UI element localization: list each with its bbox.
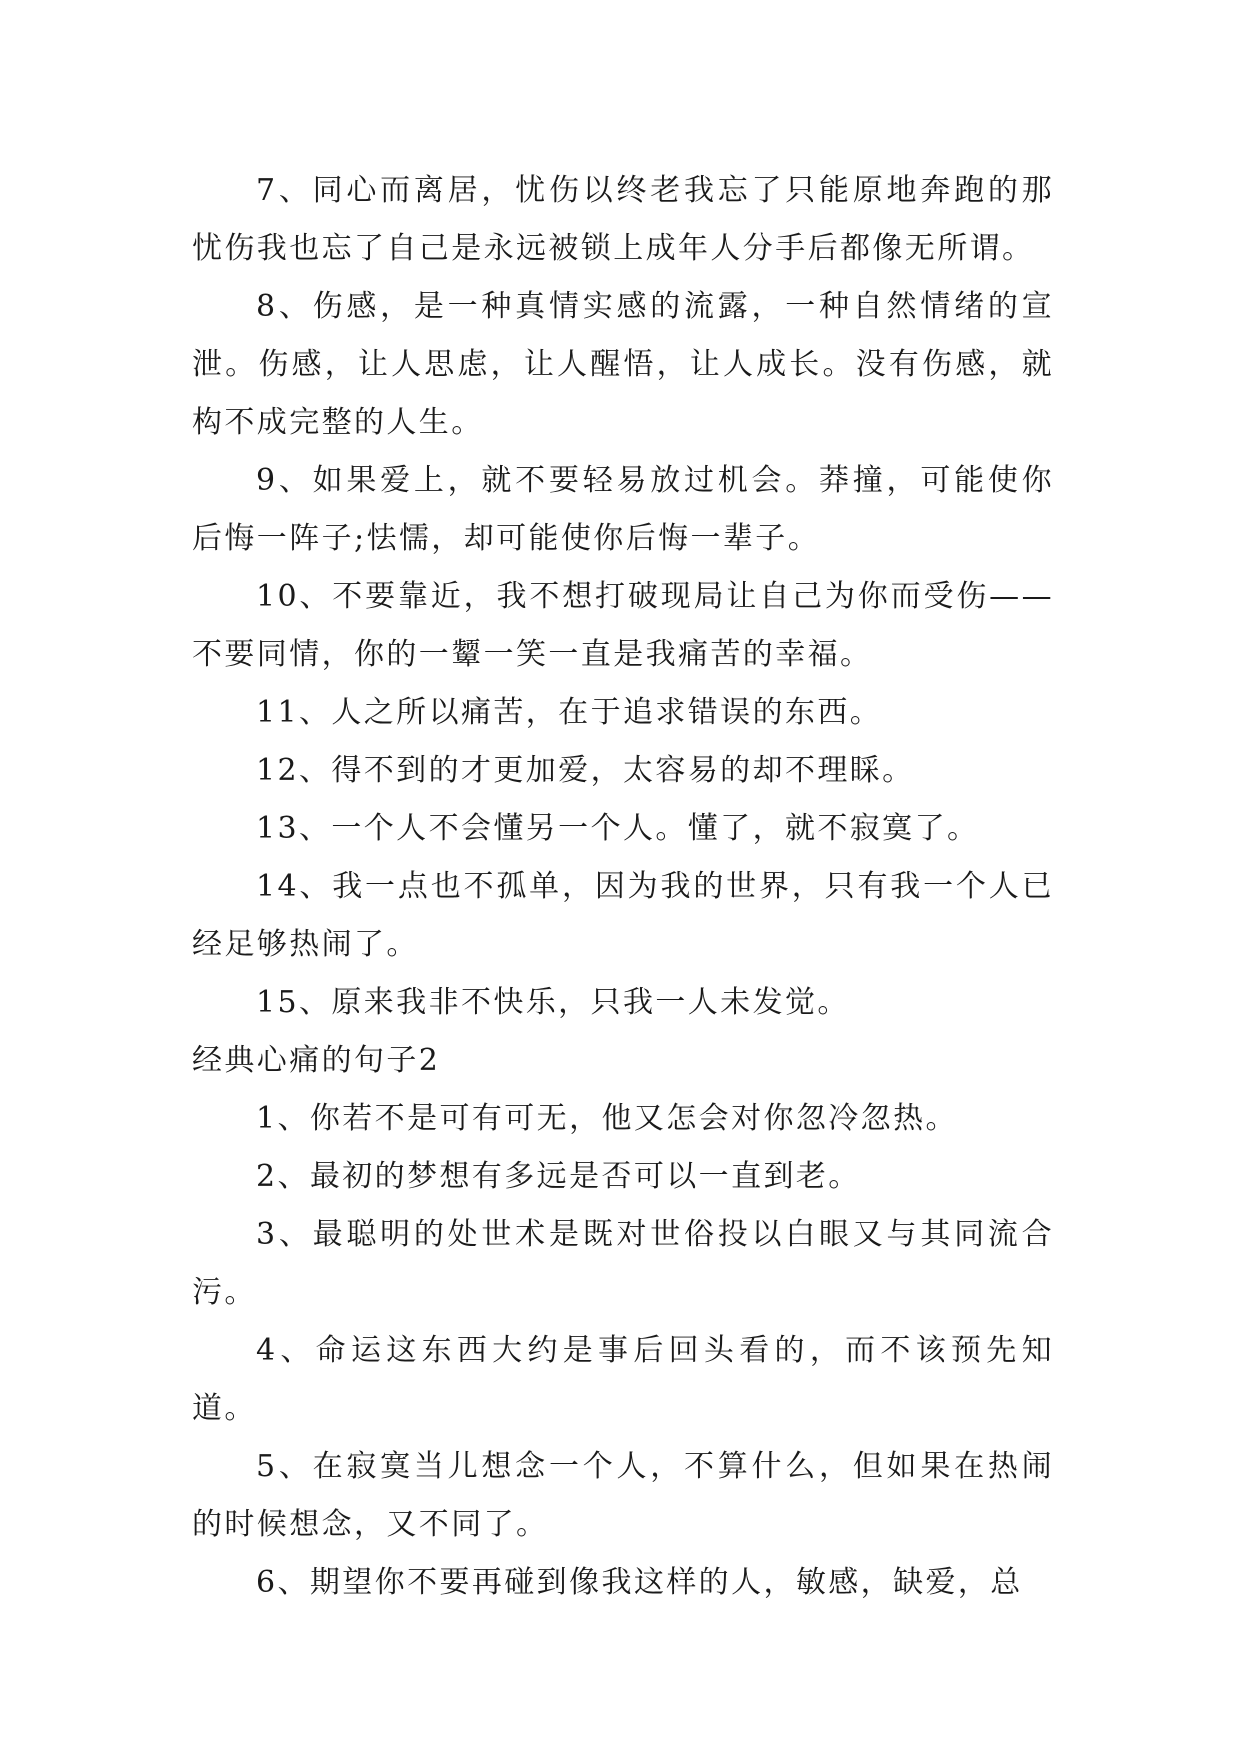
document-body <box>192 162 1054 1612</box>
section-paragraph-5: 5、在寂寞当儿想念一个人，不算什么，但如果在热闹的时候想念，又不同了。 <box>192 1449 1054 1542</box>
section-paragraph-1: 1、你若不是可有可无，他又怎会对你忽冷忽热。 <box>256 1101 958 1136</box>
paragraph-12: 12、得不到的才更加爱，太容易的却不理睬。 <box>256 753 915 788</box>
section-paragraph-6: 6、期望你不要再碰到像我这样的人，敏感，缺爱，总 <box>256 1565 1023 1600</box>
paragraph-11: 11、人之所以痛苦，在于追求错误的东西。 <box>256 695 883 730</box>
section-heading: 经典心痛的句子2 <box>192 1043 441 1078</box>
paragraph-10: 10、不要靠近，我不想打破现局让自己为你而受伤——不要同情，你的一颦一笑一直是我痛苦的幸福。 <box>192 579 1054 672</box>
paragraph-7: 7、同心而离居，忧伤以终老我忘了只能原地奔跑的那忧伤我也忘了自己是永远被锁上成年人分手后都像无所谓。 <box>192 173 1054 266</box>
section-paragraph-4: 4、命运这东西大约是事后回头看的，而不该预先知道。 <box>192 1333 1054 1426</box>
section-paragraph-2: 2、最初的梦想有多远是否可以一直到老。 <box>256 1159 861 1194</box>
paragraph-15: 15、原来我非不快乐，只我一人未发觉。 <box>256 985 850 1020</box>
paragraph-14: 14、我一点也不孤单，因为我的世界，只有我一个人已经足够热闹了。 <box>192 869 1054 962</box>
paragraph-9: 9、如果爱上，就不要轻易放过机会。莽撞，可能使你后悔一阵子;怯懦，却可能使你后悔一辈子。 <box>192 463 1054 556</box>
paragraph-8: 8、伤感，是一种真情实感的流露，一种自然情绪的宣泄。伤感，让人思虑，让人醒悟，让人成长。没有伤感，就构不成完整的人生。 <box>192 289 1054 440</box>
paragraph-13: 13、一个人不会懂另一个人。懂了，就不寂寞了。 <box>256 811 980 846</box>
section-paragraph-3: 3、最聪明的处世术是既对世俗投以白眼又与其同流合污。 <box>192 1217 1054 1310</box>
